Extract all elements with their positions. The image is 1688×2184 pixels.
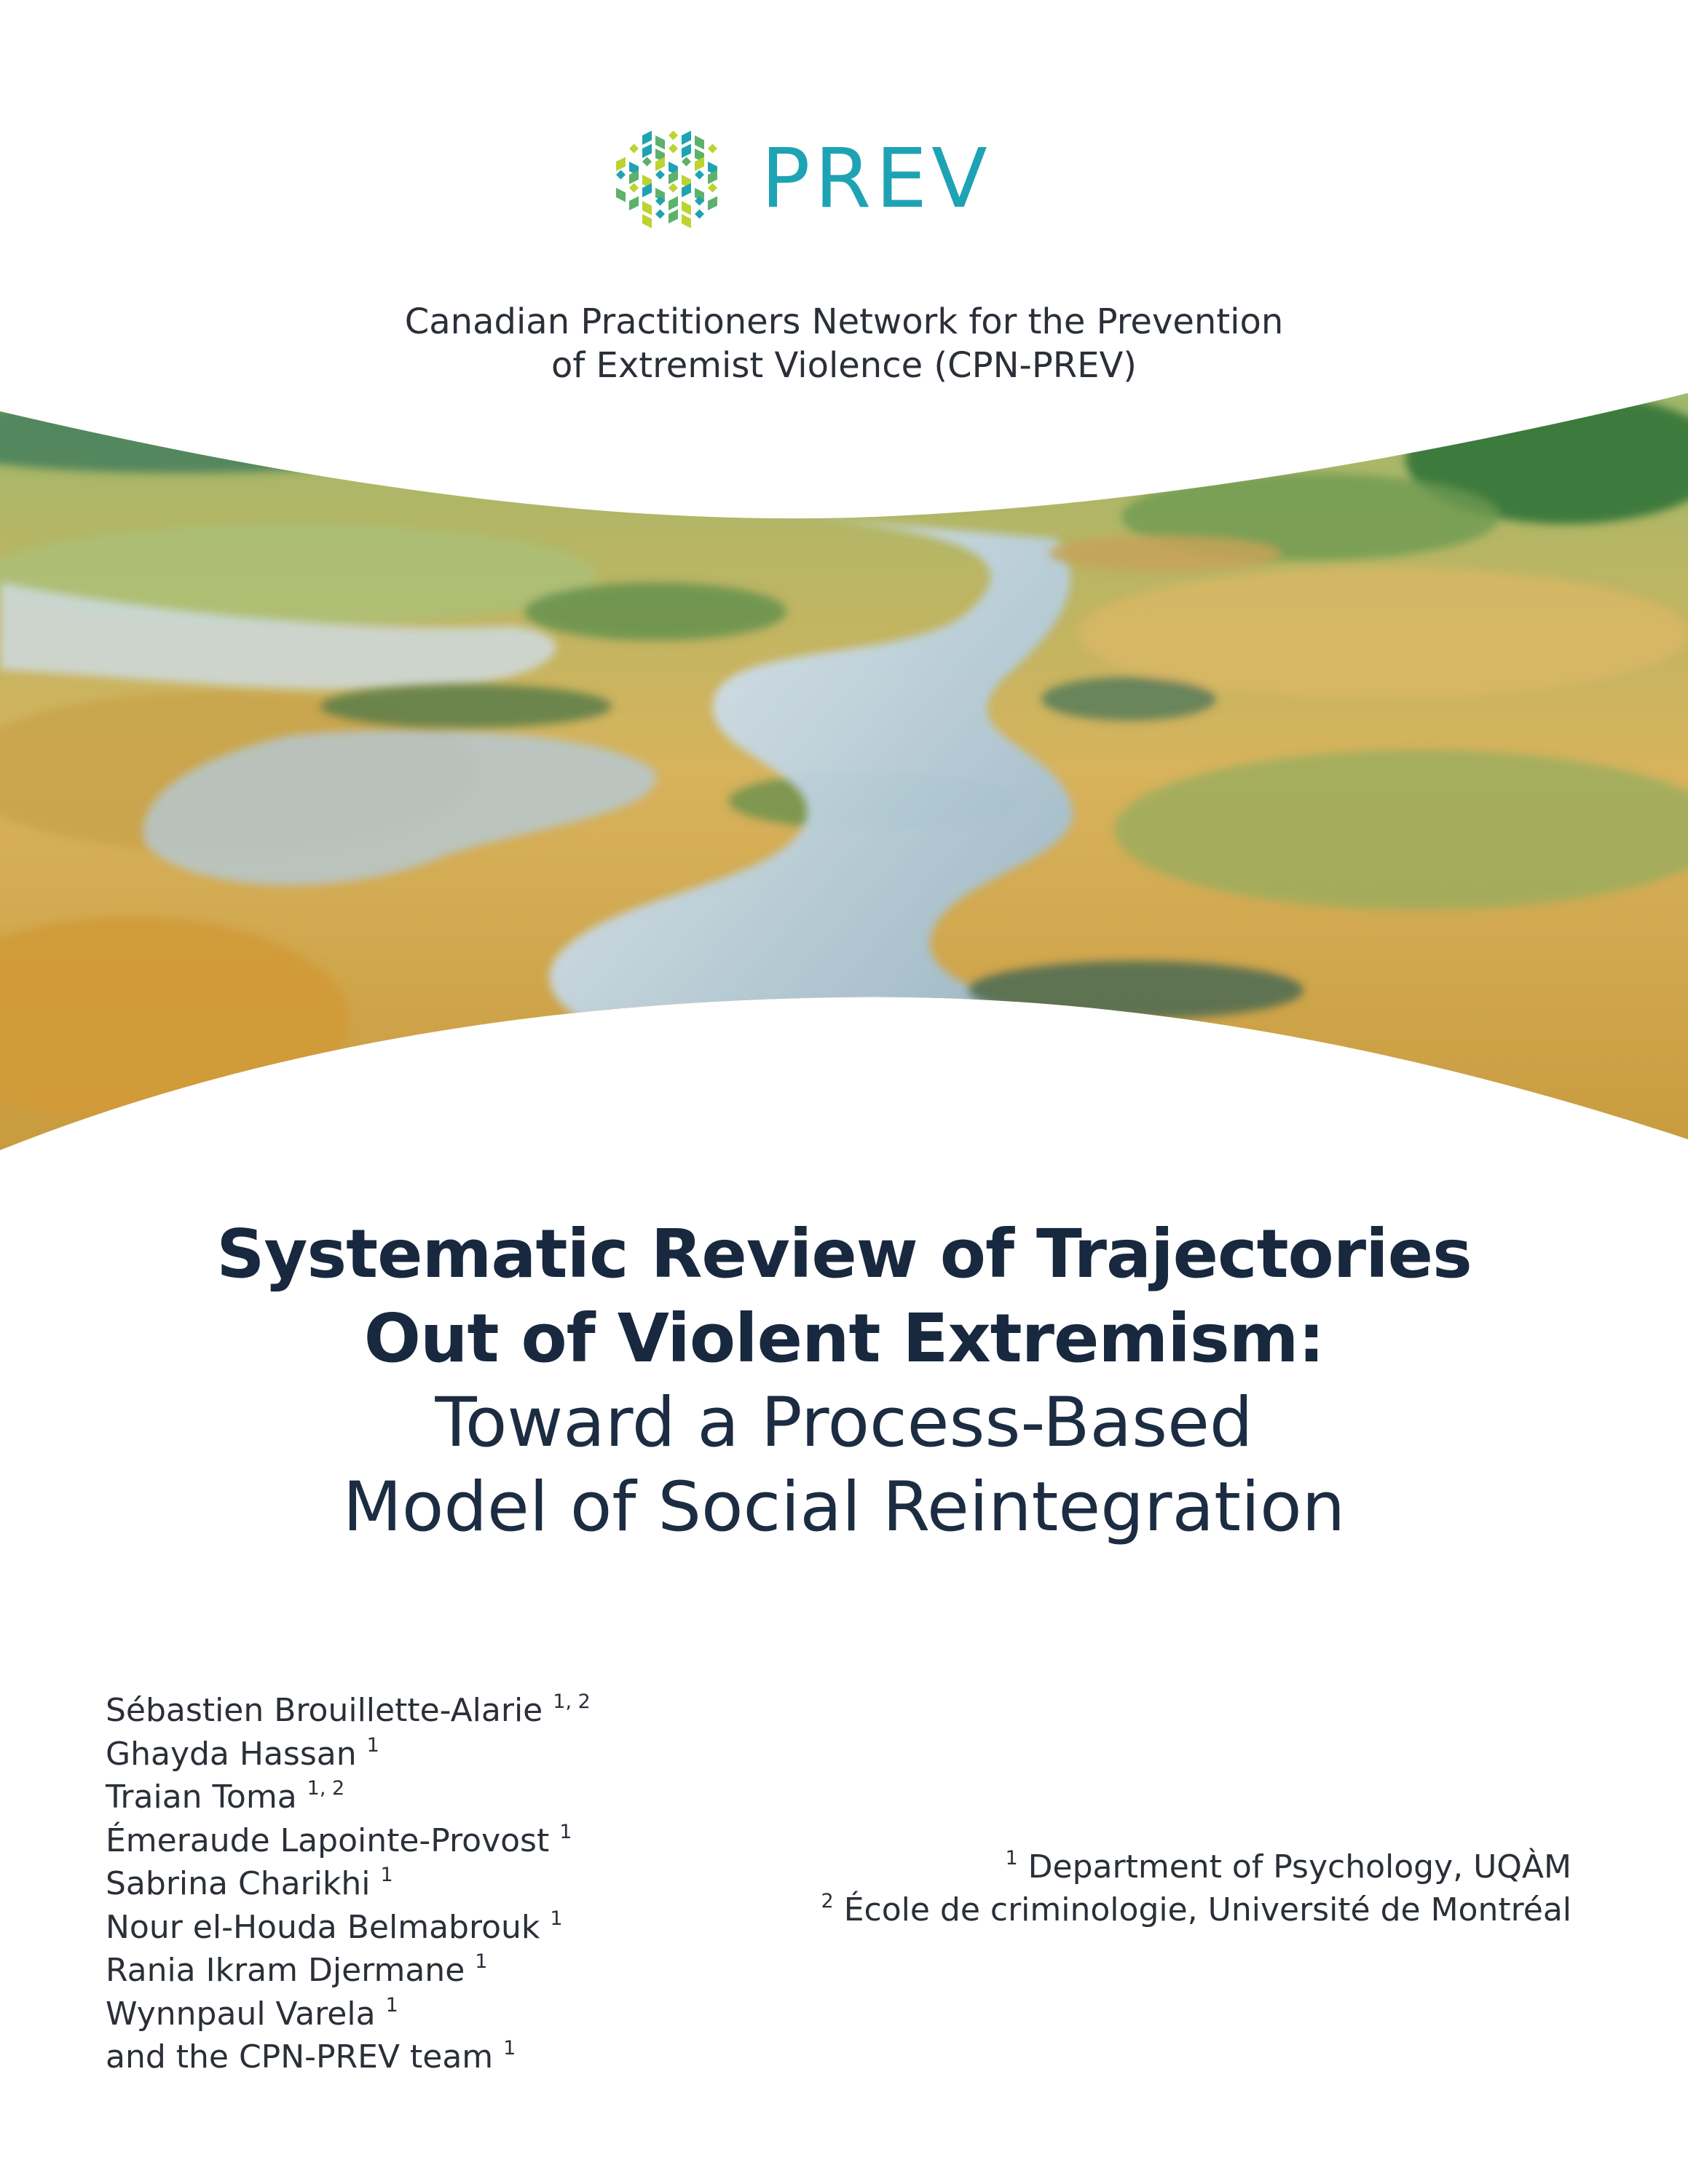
logo-tile xyxy=(669,197,678,211)
author-item: Traian Toma $^{1, 2}$ xyxy=(106,1777,345,1816)
logo-tile xyxy=(655,135,665,150)
logo-tile xyxy=(642,131,652,146)
logo-tile xyxy=(655,210,665,219)
logo-wordmark: PREV xyxy=(761,132,992,226)
logo-tile xyxy=(655,170,665,180)
logo-tile xyxy=(669,183,678,193)
organization-line-2: of Extremist Violence (CPN-PREV) xyxy=(551,345,1137,386)
prev-logo xyxy=(597,116,1034,233)
logo-tile xyxy=(695,170,704,180)
logo-tile xyxy=(695,135,704,150)
logo-tile xyxy=(669,210,678,224)
author-item: Nour el-Houda Belmabrouk $^1$ xyxy=(106,1907,563,1946)
author-item: and the CPN-PREV team $^1$ xyxy=(106,2037,516,2076)
organization-line-1: Canadian Practitioners Network for the Prevention xyxy=(404,301,1284,342)
author-item: Wynnpaul Varela $^1$ xyxy=(106,1993,398,2033)
logo-tile xyxy=(629,144,639,154)
logo-tile xyxy=(682,214,691,229)
affiliation-item: $^1$ Department of Psychology, UQÀM xyxy=(1005,1847,1571,1886)
affiliation-item: $^2$ École de criminologie, Université de Montréal xyxy=(821,1890,1571,1928)
logo-tile xyxy=(682,157,691,167)
logo-tile xyxy=(616,188,626,202)
author-list xyxy=(106,1689,591,2079)
logo-tile xyxy=(682,144,691,159)
logo-tile xyxy=(642,214,652,229)
author-item: Sébastien Brouillette-Alarie $^{1, 2}$ xyxy=(106,1690,591,1729)
logo-tile xyxy=(629,197,639,211)
logo-tile xyxy=(682,131,691,146)
logo-tile xyxy=(616,157,626,172)
subtitle-line-1: Toward a Process-Based xyxy=(435,1383,1253,1463)
logo-tile xyxy=(642,201,652,215)
logo-tile xyxy=(708,144,717,154)
logo-tile xyxy=(682,201,691,215)
author-item: Ghayda Hassan $^1$ xyxy=(106,1733,379,1773)
logo-tile xyxy=(642,157,652,167)
logo-tile xyxy=(616,170,626,180)
logo-tile xyxy=(708,197,717,211)
report-title xyxy=(0,1212,1688,1550)
logo-tile xyxy=(669,144,678,154)
logo-tile xyxy=(642,144,652,159)
author-item: Émeraude Lapointe-Provost $^1$ xyxy=(106,1820,572,1859)
watercolor-river-landscape-icon xyxy=(0,393,1688,1150)
organization-name xyxy=(0,300,1688,387)
logo-tile xyxy=(669,131,678,141)
author-item: Sabrina Charikhi $^1$ xyxy=(106,1864,393,1902)
logo-tile xyxy=(708,183,717,193)
logo-tile xyxy=(629,183,639,193)
title-line-2: Out of Violent Extremism: xyxy=(363,1299,1325,1377)
affiliation-list xyxy=(821,1845,1571,1931)
hexagon-cube-mosaic-icon xyxy=(597,116,743,233)
author-item: Rania Ikram Djermane $^1$ xyxy=(106,1950,488,1989)
logo-tile xyxy=(695,210,704,219)
title-line-1: Systematic Review of Trajectories xyxy=(216,1215,1472,1293)
subtitle-line-2: Model of Social Reintegration xyxy=(342,1468,1346,1547)
